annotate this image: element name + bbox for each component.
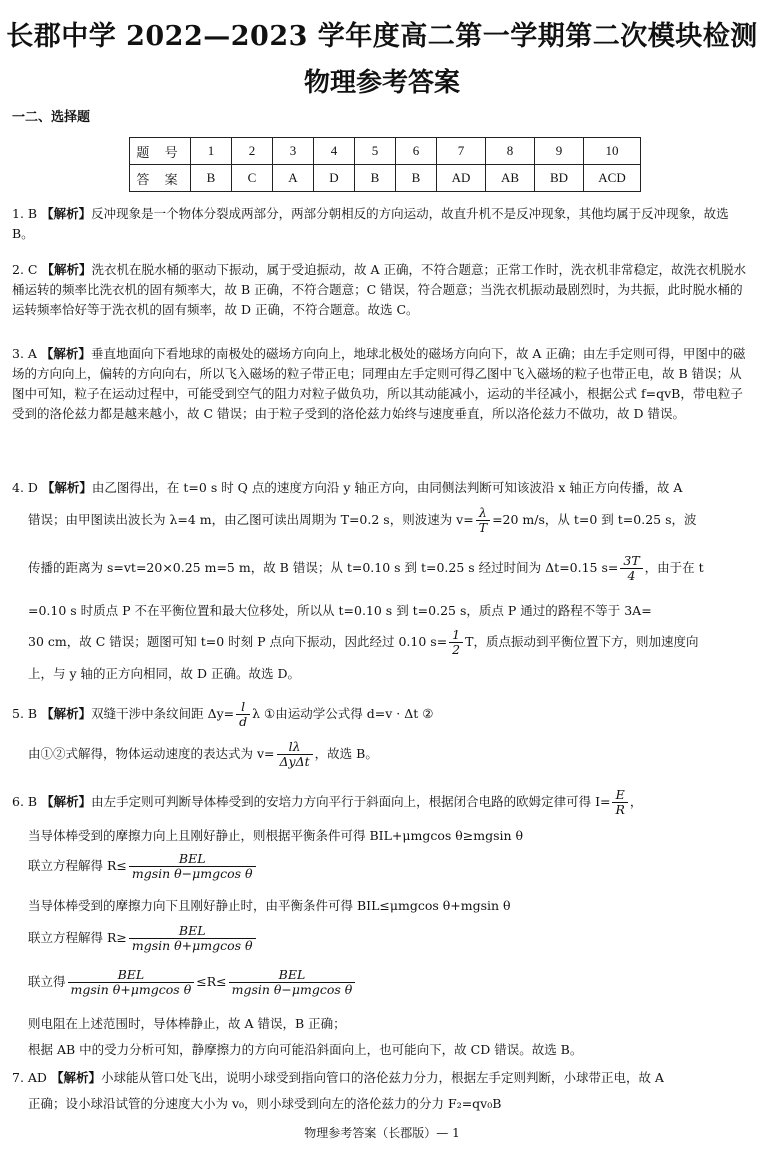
numerator: l [236, 700, 250, 715]
analysis-tag: 【解析】 [41, 206, 92, 221]
table-cell: B [355, 165, 396, 192]
denominator: mgsin θ−μmgcos θ [131, 866, 253, 881]
q7-text-1: 小球能从管口处飞出，说明小球受到指向管口的洛伦兹力分力，根据左手定则判断，小球带正电，故 A [100, 1070, 664, 1085]
question-2 [12, 260, 752, 320]
q6-line-3 [28, 852, 258, 881]
q6-line-8: 根据 AB 中的受力分析可知，静摩擦力的方向可能沿斜面向上，也可能向下，故 CD 错误。故选 B。 [28, 1042, 583, 1057]
q5-line-2 [28, 740, 378, 769]
numerator: E [612, 788, 627, 803]
q6-number: 6. B [12, 794, 38, 809]
page-title: 长郡中学 2022—2023 学年度高二第一学期第二次模块检测 [6, 21, 758, 52]
table-cell: 3 [273, 138, 314, 165]
fraction [129, 924, 256, 953]
q4-line-3 [28, 554, 704, 583]
table-cell: ACD [584, 165, 641, 192]
q4-text-2b: =20 m/s，从 t=0 到 t=0.25 s，波 [492, 512, 697, 527]
q6-text-6b: ≤R≤ [196, 974, 227, 989]
section-heading: 一二、选择题 [12, 110, 91, 125]
numerator: lλ [277, 740, 313, 755]
page-footer: 物理参考答案（长郡版）— 1 [304, 1126, 460, 1140]
numerator: BEL [68, 968, 195, 983]
table-cell: BD [535, 165, 584, 192]
q6-text-5a: 联立方程解得 R≥ [28, 930, 127, 945]
q6-line-6 [28, 968, 357, 997]
fraction [277, 740, 313, 769]
denominator: mgsin θ+μmgcos θ [70, 982, 192, 997]
q7-line-1 [12, 1068, 664, 1086]
q5-text-1a: 双缝干涉中条纹间距 Δy= [91, 706, 235, 721]
q7-number: 7. AD [12, 1070, 47, 1085]
denominator: T [478, 520, 488, 535]
q6-line-7: 则电阻在上述范围时，导体棒静止，故 A 错误，B 正确； [28, 1016, 346, 1031]
table-cell: AD [437, 165, 486, 192]
row-label-answer: 答 案 [130, 165, 191, 192]
q3-text: 垂直地面向下看地球的南极处的磁场方向向上，地球北极处的磁场方向向下，故 A 正确；由左手定则可得，甲图中的磁场的方向向上，偏转的方向向右，所以飞入磁场的粒子带正电；同理由左手定则可得乙图中飞入磁场的粒子也带正电，故 B 错误；从图中可知，粒子在运动过程中，可能受到空气的阻力对粒子做负功，所以其动能减小，运动的半径减小，根据公式 f=qvB，带电粒子受到的洛伦兹力都是越来越小，故 C 错误；由于粒子受到的洛伦兹力始终与速度垂直，所以洛伦兹力不做功，故 D 错误。 [12, 346, 746, 421]
q5-text-2b: ，故选 B。 [314, 746, 378, 761]
fraction [612, 788, 627, 817]
denominator: ΔyΔt [279, 754, 310, 769]
table-cell: 9 [535, 138, 584, 165]
page-subtitle: 物理参考答案 [303, 68, 460, 98]
denominator: R [615, 802, 625, 817]
q1-number: 1. B [12, 206, 38, 221]
table-row-numbers [130, 138, 641, 165]
row-label-number: 题 号 [130, 138, 191, 165]
table-row-answers [130, 165, 641, 192]
q4-text-3a: 传播的距离为 s=vt=20×0.25 m=5 m，故 B 错误；从 t=0.10 s 到 t=0.25 s 经过时间为 Δt=0.15 s= [28, 560, 619, 575]
numerator: BEL [229, 968, 356, 983]
numerator: 1 [449, 628, 463, 643]
q5-number: 5. B [12, 706, 38, 721]
analysis-tag: 【解析】 [41, 262, 92, 277]
table-cell: D [314, 165, 355, 192]
analysis-tag: 【解析】 [41, 480, 92, 495]
analysis-tag: 【解析】 [41, 706, 92, 721]
numerator: 3T [620, 554, 642, 569]
q4-text-5b: T，质点振动到平衡位置下方，则加速度向 [465, 634, 699, 649]
numerator: BEL [129, 924, 256, 939]
q5-text-1b: λ ①由运动学公式得 d=v · Δt ② [252, 706, 434, 721]
table-cell: 7 [437, 138, 486, 165]
q4-text-1: 由乙图得出，在 t=0 s 时 Q 点的速度方向沿 y 轴正方向，由同侧法判断可知该波沿 x 轴正方向传播，故 A [91, 480, 683, 495]
q3-number: 3. A [12, 346, 37, 361]
fraction [129, 852, 256, 881]
q2-number: 2. C [12, 262, 38, 277]
q5-text-2a: 由①②式解得，物体运动速度的表达式为 v= [28, 746, 275, 761]
table-cell: B [191, 165, 232, 192]
denominator: 4 [627, 568, 636, 583]
q6-text-1a: 由左手定则可判断导体棒受到的安培力方向平行于斜面向上，根据闭合电路的欧姆定律可得 I= [91, 794, 611, 809]
q6-line-4: 当导体棒受到的摩擦力向下且刚好静止时，由平衡条件可得 BIL≤μmgcos θ+mgsin θ [28, 898, 511, 913]
q1-text: 反冲现象是一个物体分裂成两部分，两部分朝相反的方向运动，故直升机不是反冲现象，其他均属于反冲现象，故选 B。 [12, 206, 729, 241]
q6-text-6a: 联立得 [28, 974, 66, 989]
q4-line-5 [28, 628, 698, 657]
q4-number: 4. D [12, 480, 38, 495]
table-cell: AB [486, 165, 535, 192]
analysis-tag: 【解析】 [40, 346, 91, 361]
denominator: mgsin θ+μmgcos θ [131, 938, 253, 953]
q6-line-5 [28, 924, 258, 953]
q6-line-2: 当导体棒受到的摩擦力向上且刚好静止，则根据平衡条件可得 BIL+μmgcos θ≥mgsin θ [28, 828, 524, 843]
question-3 [12, 344, 752, 424]
denominator: mgsin θ−μmgcos θ [231, 982, 353, 997]
numerator: BEL [129, 852, 256, 867]
table-cell: 8 [486, 138, 535, 165]
q7-line-2: 正确；设小球沿试管的分速度大小为 v₀，则小球受到向左的洛伦兹力的分力 F₂=qv₀B [28, 1096, 502, 1111]
q4-line-2 [28, 506, 696, 535]
table-cell: 1 [191, 138, 232, 165]
table-cell: A [273, 165, 314, 192]
question-1 [12, 204, 752, 244]
fraction [229, 968, 356, 997]
q6-text-3a: 联立方程解得 R≤ [28, 858, 127, 873]
q6-text-1b: ， [629, 794, 643, 809]
answer-table [129, 137, 641, 192]
table-cell: 6 [396, 138, 437, 165]
table-cell: C [232, 165, 273, 192]
fraction [620, 554, 642, 583]
table-cell: B [396, 165, 437, 192]
fraction [476, 506, 490, 535]
q4-line-1 [12, 478, 682, 496]
table-cell: 10 [584, 138, 641, 165]
q5-line-1 [12, 700, 433, 729]
table-cell: 5 [355, 138, 396, 165]
q4-text-2a: 错误；由甲图读出波长为 λ=4 m，由乙图可读出周期为 T=0.2 s，则波速为 v= [28, 512, 474, 527]
q4-text-5a: 30 cm，故 C 错误；题图可知 t=0 时刻 P 点向下振动，因此经过 0.10 s= [28, 634, 448, 649]
denominator: d [239, 714, 248, 729]
q2-text: 洗衣机在脱水桶的驱动下振动，属于受迫振动，故 A 正确，不符合题意；正常工作时，洗衣机非常稳定，故洗衣机脱水桶运转的频率比洗衣机的固有频率大，故 B 正确，不符合题意；C 错误，符合题意；当洗衣机振动最剧烈时，为共振，此时脱水桶的运转频率恰好等于洗衣机的固有频率，故 D 正确，不符合题意。故选 C。 [12, 262, 746, 317]
q4-line-6: 上，与 y 轴的正方向相同，故 D 正确。故选 D。 [28, 666, 300, 681]
q6-line-1 [12, 788, 642, 817]
denominator: 2 [452, 642, 461, 657]
q4-text-3b: ，由于在 t [644, 560, 704, 575]
numerator: λ [476, 506, 490, 521]
analysis-tag: 【解析】 [50, 1070, 101, 1085]
fraction [449, 628, 463, 657]
fraction [236, 700, 250, 729]
table-cell: 4 [314, 138, 355, 165]
q4-line-4: =0.10 s 时质点 P 不在平衡位置和最大位移处，所以从 t=0.10 s 到 t=0.25 s，质点 P 通过的路程不等于 3A= [28, 603, 652, 618]
fraction [68, 968, 195, 997]
analysis-tag: 【解析】 [41, 794, 92, 809]
table-cell: 2 [232, 138, 273, 165]
